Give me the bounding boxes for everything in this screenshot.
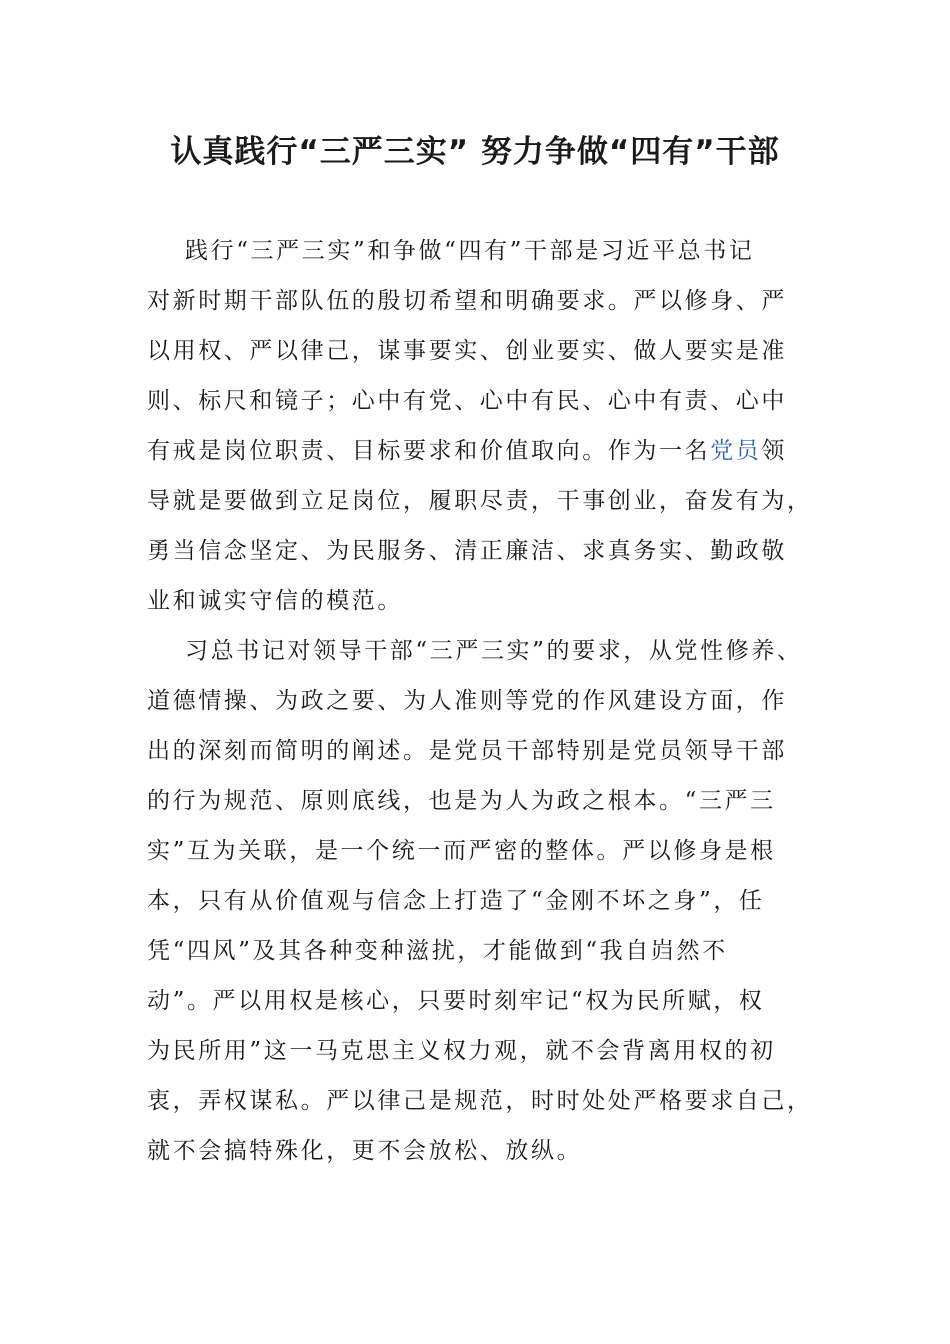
paragraph-line-with-link: [147, 426, 807, 476]
paragraph-1: [147, 226, 813, 626]
paragraph-line: 凭“四风”及其各种变种滋扰，才能做到“我自岿然不: [147, 938, 728, 964]
party-member-link[interactable]: 党员: [710, 438, 762, 464]
paragraph-line: 为民所用”这一马克思主义权力观，就不会背离用权的初: [147, 1038, 776, 1064]
paragraph-line: 本，只有从价值观与信念上打造了“金刚不坏之身”，任: [147, 888, 765, 914]
paragraph-line-text: 有戒是岗位职责、目标要求和价值取向。作为一名: [147, 438, 711, 464]
paragraph-line: 出的深刻而简明的阐述。是党员干部特别是党员领导干部: [147, 738, 787, 764]
paragraph-line: 以用权、严以律己，谋事要实、创业要实、做人要实是准: [147, 338, 787, 364]
paragraph-line: 实”互为关联，是一个统一而严密的整体。严以修身是根: [147, 838, 776, 864]
document-body: [147, 226, 813, 1176]
paragraph-line: 业和诚实守信的模范。: [147, 588, 403, 614]
paragraph-2: [147, 626, 813, 1176]
document-title: 认真践行“三严三实” 努力争做“四有”干部: [170, 134, 780, 170]
paragraph-line: 对新时期干部队伍的殷切希望和明确要求。严以修身、严: [147, 288, 787, 314]
paragraph-line: 勇当信念坚定、为民服务、清正廉洁、求真务实、勤政敬: [147, 538, 787, 564]
paragraph-line: 动”。严以用权是核心，只要时刻牢记“权为民所赋，权: [147, 988, 765, 1014]
paragraph-line: 就不会搞特殊化，更不会放松、放纵。: [147, 1138, 583, 1164]
paragraph-line: 的行为规范、原则底线，也是为人为政之根本。“三严三: [147, 788, 776, 814]
paragraph-line: 习总书记对领导干部“三严三实”的要求，从党性修养、: [185, 638, 803, 664]
paragraph-line: 践行“三严三实”和争做“四有”干部是习近平总书记: [185, 238, 755, 264]
paragraph-line: 道德情操、为政之要、为人准则等党的作风建设方面，作: [147, 688, 787, 714]
paragraph-line-text: 领: [761, 438, 788, 464]
paragraph-line: 衷，弄权谋私。严以律己是规范，时时处处严格要求自己，: [147, 1088, 813, 1114]
paragraph-line: 则、标尺和镜子；心中有党、心中有民、心中有责、心中: [147, 388, 787, 414]
paragraph-line: 导就是要做到立足岗位，履职尽责，干事创业，奋发有为，: [147, 488, 813, 514]
